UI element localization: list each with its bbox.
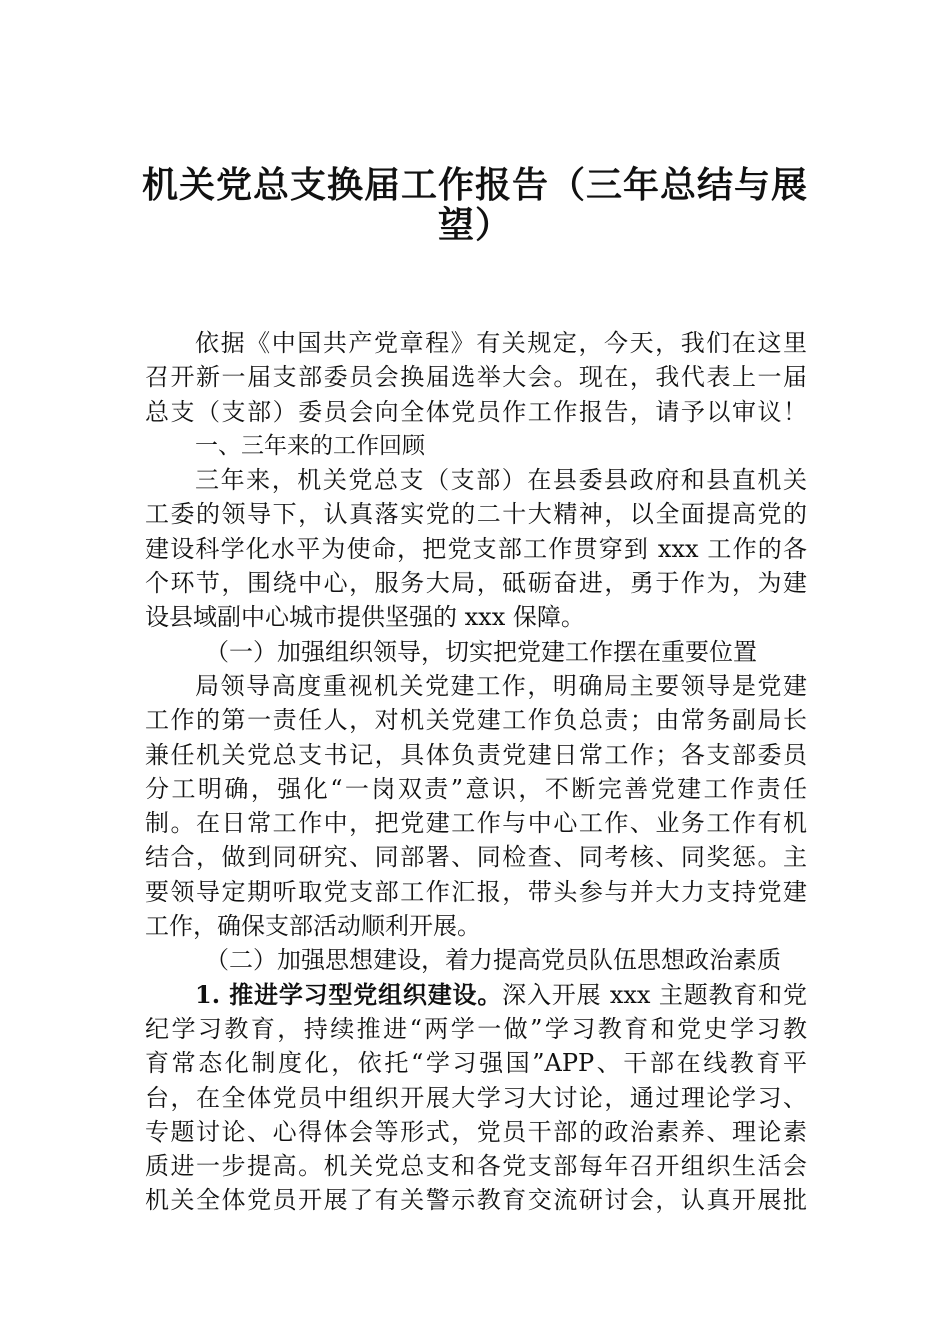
section-1-line: 三年来，机关党总支（支部）在县委县政府和县直机关	[195, 466, 807, 495]
subsection-2-line: 台，在全体党员中组织开展大学习大讨论，通过理论学习、	[145, 1083, 807, 1112]
subsection-1-line: 局领导高度重视机关党建工作，明确局主要领导是党建	[195, 671, 807, 700]
subsection-2-line: 纪学习教育，持续推进“两学一做”学习教育和党史学习教	[145, 1014, 807, 1043]
subsection-1-line: 结合，做到同研究、同部署、同检查、同考核、同奖惩。主	[145, 843, 807, 872]
subsection-2-item-1-first-line	[145, 978, 807, 1012]
subsection-2-item-1-text: 深入开展 xxx 主题教育和党	[502, 980, 807, 1009]
subsection-1-heading: （一）加强组织领导，切实把党建工作摆在重要位置	[205, 637, 757, 666]
subsection-2-line: 育常态化制度化，依托“学习强国”APP、干部在线教育平	[145, 1049, 807, 1078]
section-1-heading: 一、三年来的工作回顾	[195, 432, 425, 459]
subsection-2-line: 机关全体党员开展了有关警示教育交流研讨会，认真开展批	[145, 1186, 807, 1215]
document-title-line-2: 望）	[437, 204, 512, 246]
subsection-1-line: 兼任机关党总支书记，具体负责党建日常工作；各支部委员	[145, 740, 807, 769]
subsection-1-line: 分工明确，强化“一岗双责”意识，不断完善党建工作责任	[145, 774, 807, 803]
subsection-2-line: 质进一步提高。机关党总支和各党支部每年召开组织生活会	[145, 1152, 807, 1181]
section-1-line: 建设科学化水平为使命，把党支部工作贯穿到 xxx 工作的各	[145, 534, 807, 563]
document-body	[145, 326, 807, 1218]
intro-line: 召开新一届支部委员会换届选举大会。现在，我代表上一届	[145, 363, 807, 392]
document-title-line-1: 机关党总支换届工作报告（三年总结与展	[141, 164, 808, 206]
intro-line: 总支（支部）委员会向全体党员作工作报告，请予以审议！	[145, 397, 807, 426]
subsection-1-line: 工作的第一责任人，对机关党建工作负总责；由常务副局长	[145, 706, 807, 735]
subsection-1-line: 要领导定期听取党支部工作汇报，带头参与并大力支持党建	[145, 877, 807, 906]
section-1-line: 个环节，围绕中心，服务大局，砥砺奋进，勇于作为，为建	[145, 569, 807, 598]
subsection-2-line: 专题讨论、心得体会等形式，党员干部的政治素养、理论素	[145, 1117, 807, 1146]
subsection-2-item-1-label: 1. 推进学习型党组织建设。	[195, 979, 503, 1009]
section-1-line: 工委的领导下，认真落实党的二十大精神，以全面提高党的	[145, 500, 807, 529]
intro-line: 依据《中国共产党章程》有关规定，今天，我们在这里	[195, 329, 807, 357]
subsection-1-line: 工作，确保支部活动顺利开展。	[145, 912, 481, 941]
section-1-line: 设县域副中心城市提供坚强的 xxx 保障。	[145, 603, 585, 632]
subsection-1-line: 制。在日常工作中，把党建工作与中心工作、业务工作有机	[145, 809, 807, 838]
subsection-2-heading: （二）加强思想建设，着力提高党员队伍思想政治素质	[205, 946, 781, 975]
